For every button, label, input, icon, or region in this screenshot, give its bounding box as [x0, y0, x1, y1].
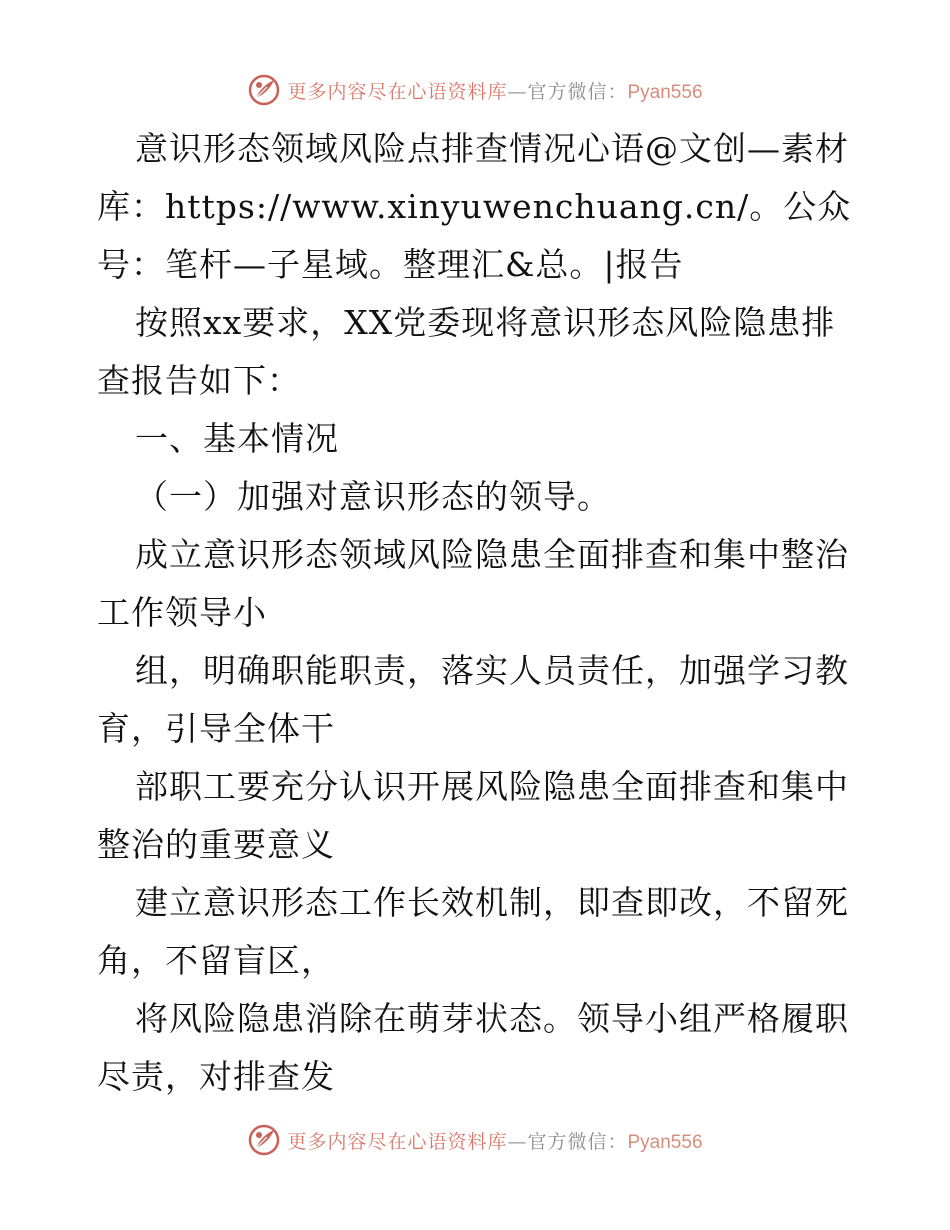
paragraph: 意识形态领域风险点排查情况心语@文创—素材库：https://www.xinyuwenchuang.cn/。公众号：笔杆—子星域。整理汇&总。|报告 — [97, 129, 852, 284]
banner-brand: 更多内容尽在心语资料库 — [287, 1130, 508, 1153]
banner-separator: — — [507, 80, 528, 103]
banner-text — [287, 1127, 702, 1154]
paragraph: 成立意识形态领域风险隐患全面排查和集中整治工作领导小 — [97, 535, 849, 632]
header-banner — [0, 70, 950, 110]
banner-wechat-handle: Pyan556 — [627, 1131, 703, 1153]
paragraph: 将风险隐患消除在萌芽状态。领导小组严格履职尽责，对排查发 — [97, 999, 849, 1096]
paragraph: 组，明确职能职责，落实人员责任，加强学习教育，引导全体干 — [97, 651, 849, 748]
paragraph: 按照xx要求，XX党委现将意识形态风险隐患排查报告如下： — [97, 303, 836, 400]
footer-banner — [0, 1120, 950, 1160]
footer-banner-content — [247, 1123, 702, 1157]
banner-separator: — — [507, 1130, 528, 1153]
subsection-heading: （一）加强对意识形态的领导。 — [135, 477, 611, 516]
banner-text — [287, 77, 702, 104]
banner-brand: 更多内容尽在心语资料库 — [287, 80, 508, 103]
document-body — [97, 120, 857, 1106]
header-banner-content — [247, 73, 702, 107]
paragraph: 建立意识形态工作长效机制，即查即改，不留死角，不留盲区， — [97, 883, 849, 980]
section-heading: 一、基本情况 — [135, 419, 339, 458]
paragraph: 部职工要充分认识开展风险隐患全面排查和集中整治的重要意义 — [97, 767, 849, 864]
banner-official-label: 官方微信： — [527, 1130, 628, 1153]
banner-official-label: 官方微信： — [527, 80, 628, 103]
feather-pen-circle-icon — [247, 73, 281, 107]
banner-wechat-handle: Pyan556 — [627, 81, 703, 103]
feather-pen-circle-icon — [247, 1123, 281, 1157]
